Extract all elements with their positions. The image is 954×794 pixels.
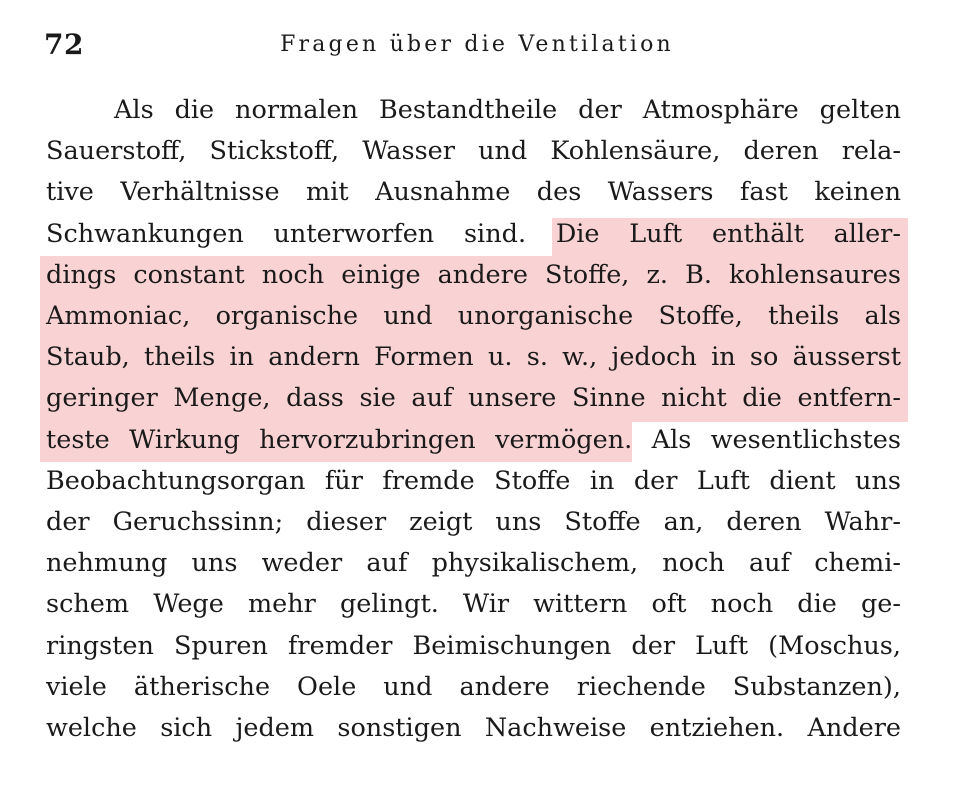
- line-text: schem Wege mehr gelingt. Wir wittern oft noch die ge-: [46, 589, 901, 620]
- line-text: welche sich jedem sonstigen Nachweise entziehen. Andere: [46, 713, 901, 743]
- text-line: [46, 465, 901, 496]
- line-text: tive Verhältnisse mit Ausnahme des Wassers fast keinen: [46, 177, 901, 208]
- highlighted-text: dings constant noch einige andere Stoffe, z. B. kohlensaures: [46, 259, 901, 290]
- line-text: ringsten Spuren fremder Beimischungen der Luft (Moschus,: [46, 630, 901, 661]
- line-text: Sauerstoff, Stickstoff, Wasser und Kohlensäure, deren rela-: [46, 136, 901, 167]
- text-line: [46, 218, 901, 249]
- text-line: [46, 589, 901, 620]
- text-line: [46, 301, 901, 331]
- text-line: [46, 383, 901, 414]
- text-line: [46, 671, 901, 702]
- line-text: der Geruchssinn; dieser zeigt uns Stoffe an, deren Wahr-: [46, 507, 901, 537]
- running-title: Fragen über die Ventilation: [280, 32, 674, 57]
- page-number: 72: [44, 28, 84, 61]
- highlighted-text: Die Luft enthält aller-: [555, 218, 901, 249]
- highlighted-text: Staub, theils in andern Formen u. s. w., jedoch in so äusserst: [46, 342, 901, 373]
- text-line: [46, 424, 901, 455]
- text-line: [46, 177, 901, 208]
- line-text: Schwankungen unterworfen sind.: [46, 218, 556, 249]
- highlighted-text: geringer Menge, dass sie auf unsere Sinne nicht die entfern-: [46, 383, 901, 414]
- text-line: [46, 548, 901, 579]
- line-text: Beobachtungsorgan für fremde Stoffe in der Luft dient uns: [46, 465, 901, 496]
- line-text: Als die normalen Bestandtheile der Atmosphäre gelten: [114, 95, 901, 125]
- text-line: [46, 507, 901, 537]
- text-line: [46, 136, 901, 167]
- text-line: [46, 259, 901, 290]
- line-text: nehmung uns weder auf physikalischem, noch auf chemi-: [46, 548, 901, 579]
- highlighted-text: Ammoniac, organische und unorganische Stoffe, theils als: [46, 301, 901, 331]
- text-line: [46, 342, 901, 373]
- line-text: viele ätherische Oele und andere riechende Substanzen),: [46, 671, 901, 702]
- line-text: Als wesentlichstes: [632, 424, 901, 455]
- text-line: [46, 630, 901, 661]
- highlighted-text: teste Wirkung hervorzubringen vermögen.: [46, 424, 633, 455]
- text-line: [46, 713, 901, 743]
- text-line: [114, 95, 901, 125]
